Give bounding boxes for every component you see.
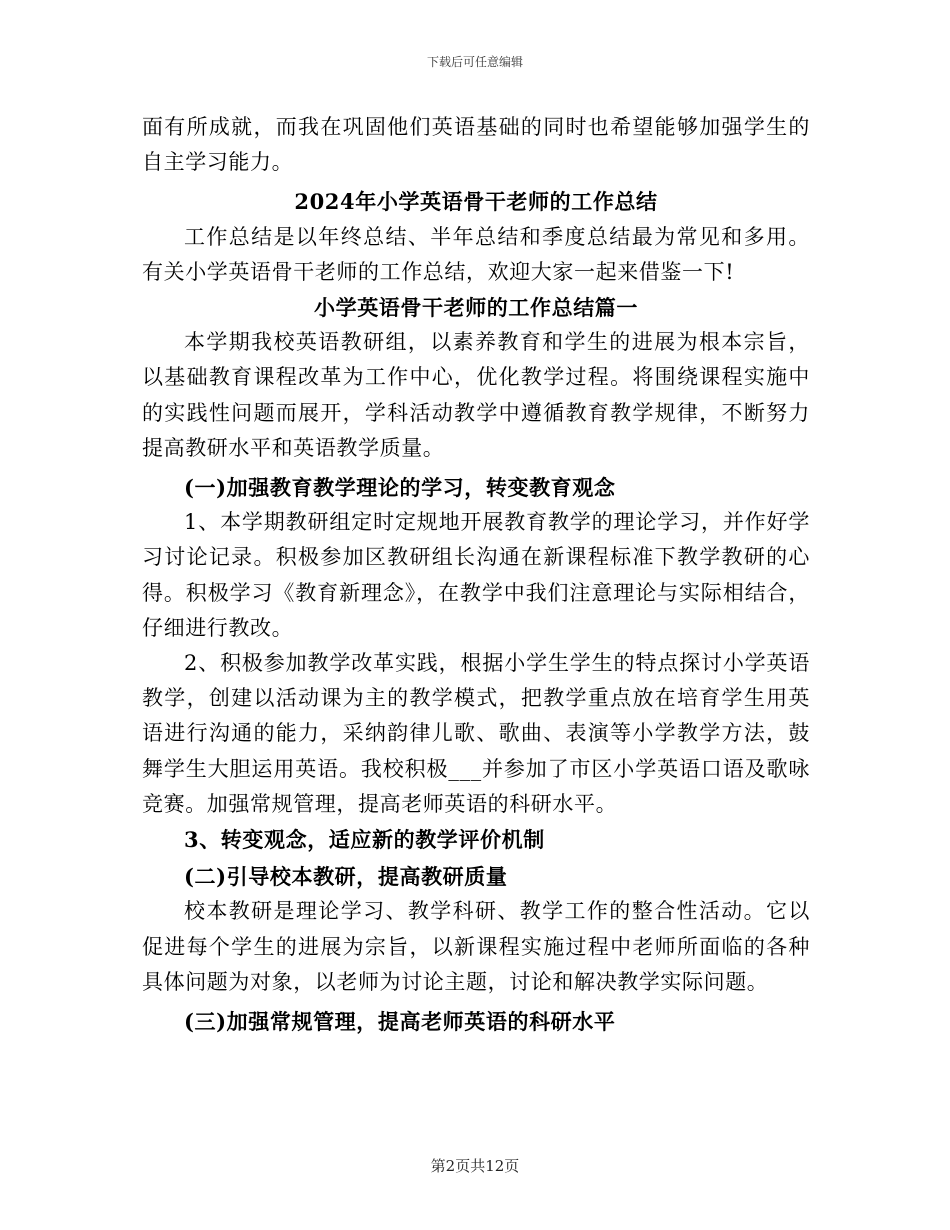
paragraph-3: 2、积极参加教学改革实践，根据小学生学生的特点探讨小学英语教学，创建以活动课为主的教学模式，把教学重点放在培育学生用英语进行沟通的能力，采纳韵律儿歌、歌曲、表演等小学教学方法，鼓舞学生大胆运用英语。我校积极___并参加了市区小学英语口语及歌咏竞赛。加强常规管理，提高老师英语的科研水平。 <box>142 651 810 816</box>
page-number: 第2页共12页 <box>430 1157 520 1175</box>
paragraph-2: 1、本学期教研组定时定规地开展教育教学的理论学习，并作好学习讨论记录。积极参加区教研组长沟通在新课程标准下教学教研的心得。积极学习《教育新理念》，在教学中我们注意理论与实际相结合，仔细进行教改。 <box>142 510 810 640</box>
heading-3: (二)引导校本教研，提高教研质量 <box>184 864 508 890</box>
main-title: 2024年小学英语骨干老师的工作总结 <box>294 189 658 215</box>
intro-paragraph: 工作总结是以年终总结、半年总结和季度总结最为常见和多用。有关小学英语骨干老师的工作总结，欢迎大家一起来借鉴一下! <box>142 224 810 284</box>
heading-1: (一)加强教育教学理论的学习，转变教育观念 <box>184 475 616 501</box>
paragraph-1: 本学期我校英语教研组，以素养教育和学生的进展为根本宗旨，以基础教育课程改革为工作中心，优化教学过程。将围绕课程实施中的实践性问题而展开，学科活动教学中遵循教育教学规律，不断努力提高教研水平和英语教学质量。 <box>142 330 810 460</box>
paragraph-4: 校本教研是理论学习、教学科研、教学工作的整合性活动。它以促进每个学生的进展为宗旨，以新课程实施过程中老师所面临的各种具体问题为对象，以老师为讨论主题，讨论和解决教学实际问题。 <box>142 899 810 994</box>
continuation-paragraph: 面有所成就，而我在巩固他们英语基础的同时也希望能够加强学生的自主学习能力。 <box>142 115 810 175</box>
page-header-note: 下载后可任意编辑 <box>426 55 523 69</box>
heading-4: (三)加强常规管理，提高老师英语的科研水平 <box>184 1009 616 1035</box>
document-body <box>142 110 810 1039</box>
section-title: 小学英语骨干老师的工作总结篇一 <box>314 295 638 321</box>
heading-2: 3、转变观念，适应新的教学评价机制 <box>184 827 545 853</box>
